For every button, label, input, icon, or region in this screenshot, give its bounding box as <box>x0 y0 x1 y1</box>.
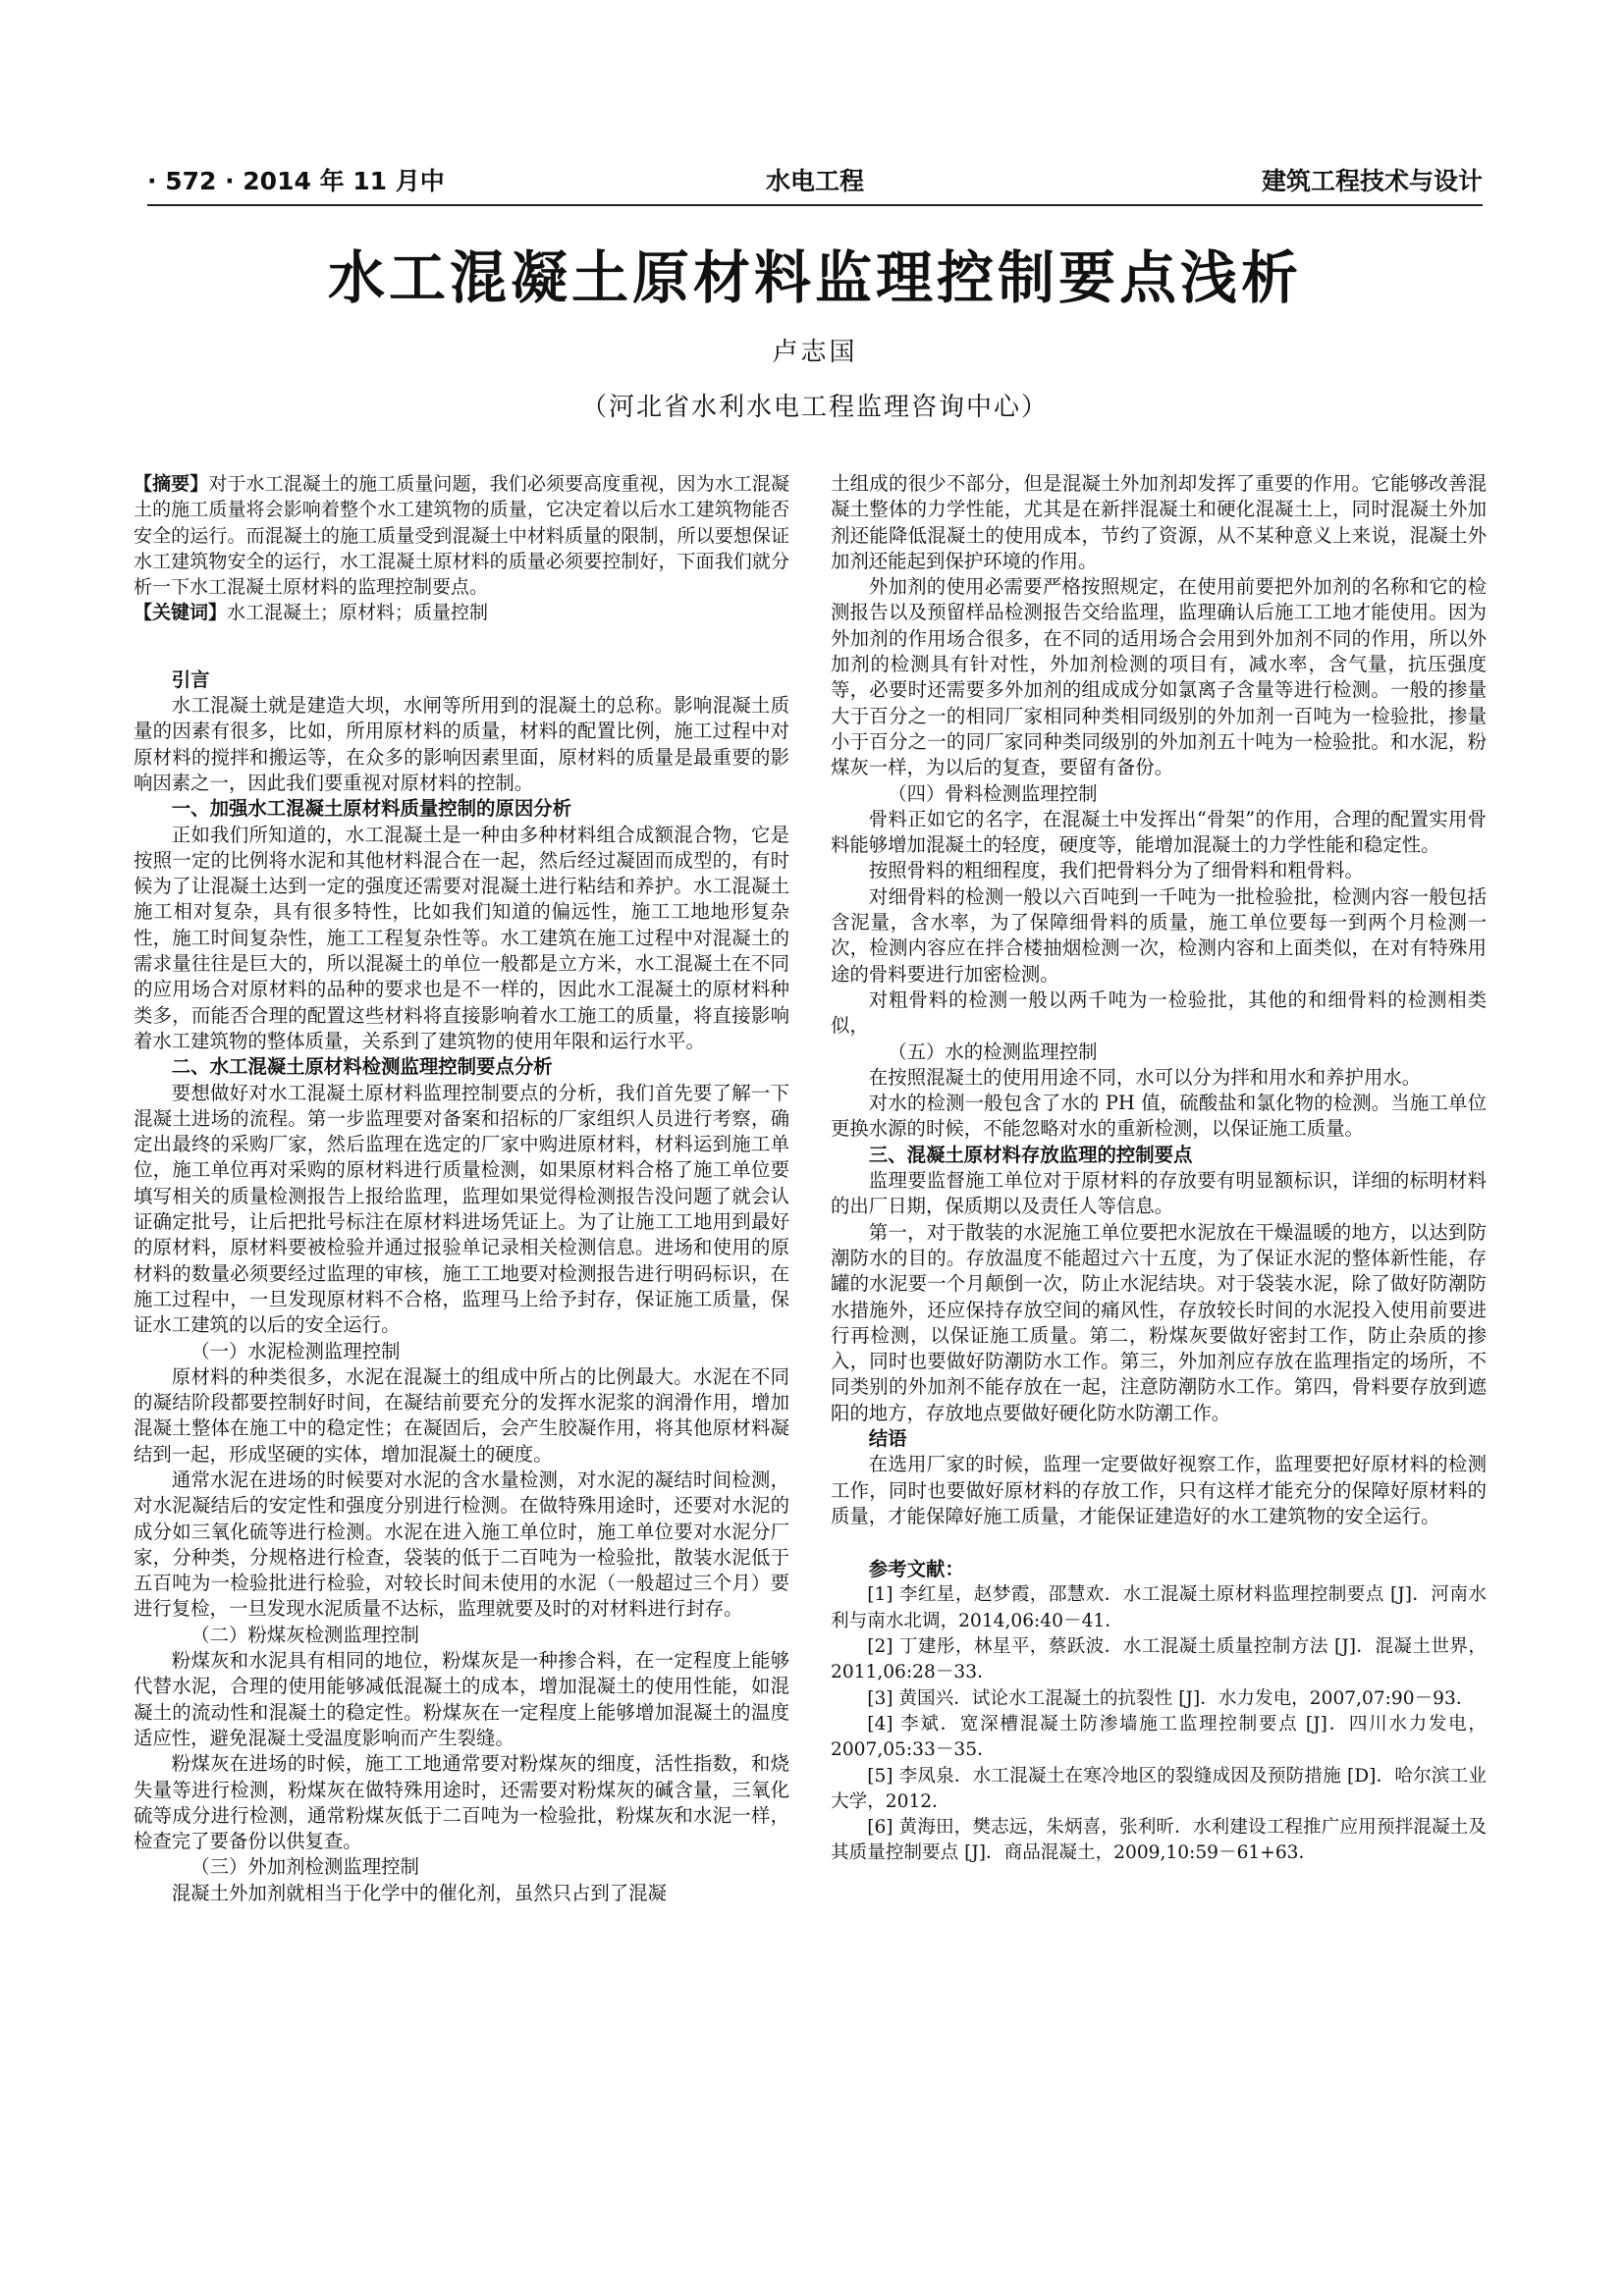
subsection-admixture-heading: （三）外加剂检测监理控制 <box>190 1855 419 1879</box>
subsection-cement-heading: （一）水泥检测监理控制 <box>190 1339 401 1362</box>
cement-paragraph-2: 通常水泥在进场的时候要对水泥的含水量检测，对水泥的凝结时间检测，对水泥凝结后的安定性和强度分别进行检测。在做特殊用途时，还要对水泥的成分如三氧化硫等进行检测。水泥在进入施工单位时，施工单位要对水泥分厂家，分种类，分规格进行检查，袋装的低于二百吨为一检验批，散装水泥低于五百吨为一检验批进行检验，对较长时间未使用的水泥（一般超过三个月）要进行复检，一旦发现水泥质量不达标，监理就要及时的对材料进行封存。 <box>134 1468 789 1621</box>
paper-title: 水工混凝土原材料监理控制要点浅析 <box>327 244 1302 311</box>
intro-heading: 引言 <box>171 667 210 691</box>
aggregate-paragraph-3: 对细骨料的检测一般以六百吨到一千吨为一批检验批，检测内容一般包括含泥量，含水率，为了保障细骨料的质量，施工单位要每一到两个月检测一次，检测内容应在拌合楼抽烟检测一次，检测内容和上面类似，在对有特殊用途的骨料要进行加密检测。 <box>831 884 1487 986</box>
aggregate-paragraph-1: 骨料正如它的名字，在混凝土中发挥出“骨架”的作用，合理的配置实用骨料能够增加混凝土的轻度，硬度等，能增加混凝土的力学性能和稳定性。 <box>831 807 1487 857</box>
abstract-text: 对于水工混凝土的施工质量问题，我们必须要高度重视，因为水工混凝土的施工质量将会影响着整个水工建筑物的质量，它决定着以后水工建筑物能否安全的运行。而混凝土的施工质量受到混凝土中材料质量的限制，所以要想保证水工建筑物安全的运行，水工混凝土原材料的质量必须要控制好，下面我们就分析一下水工混凝土原材料的监理控制要点。 <box>134 473 789 599</box>
water-paragraph-1: 在按照混凝土的使用用途不同，水可以分为拌和用水和养护用水。 <box>868 1065 1422 1089</box>
abstract-block <box>134 471 789 626</box>
cement-paragraph-1: 原材料的种类很多，水泥在混凝土的组成中所占的比例最大。水泥在不同的凝结阶段都要控制好时间，在凝结前要充分的发挥水泥浆的润滑作用，增加混凝土整体在施工中的稳定性；在凝固后，会产生胶凝作用，将其他原材料凝结到一起，形成坚硬的实体，增加混凝土的硬度。 <box>134 1364 789 1466</box>
author: 卢志国 <box>772 338 858 367</box>
affiliation: （河北省水利水电工程监理咨询中心） <box>580 393 1049 422</box>
abstract <box>134 471 789 600</box>
keywords-label: 【关键词】 <box>134 602 228 624</box>
reference-item: [3] 黄国兴．试论水工混凝土的抗裂性 [J]．水力发电，2007,07:90－93． <box>867 1687 1475 1709</box>
flyash-paragraph-2: 粉煤灰在进场的时候，施工工地通常要对粉煤灰的细度，活性指数，和烧失量等进行检测，粉煤灰在做特殊用途时，还需要对粉煤灰的碱含量，三氧化硫等成分进行检测，通常粉煤灰低于二百吨为一检验批，粉煤灰和水泥一样，检查完了要备份以供复查。 <box>134 1752 789 1853</box>
section-2-paragraph: 要想做好对水工混凝土原材料监理控制要点的分析，我们首先要了解一下混凝土进场的流程。第一步监理要对备案和招标的厂家组织人员进行考察，确定出最终的采购厂家，然后监理在选定的厂家中购进原材料，材料运到施工单位，施工单位再对采购的原材料进行质量检测，如果原材料合格了施工单位要填写相关的质量检测报告上报给监理，监理如果觉得检测报告没问题了就会认证确定批号，让后把批号标注在原材料进场凭证上。为了让施工工地用到最好的原材料，原材料要被检验并通过报验单记录相关检测信息。进场和使用的原材料的数量必须要经过监理的审核，施工工地要对检测报告进行明码标识，在施工过程中，一旦发现原材料不合格，监理马上给予封存，保证施工质量，保证水工建筑的以后的安全运行。 <box>134 1081 789 1337</box>
section-2-heading: 二、水工混凝土原材料检测监理控制要点分析 <box>171 1055 553 1079</box>
storage-paragraph-1: 监理要监督施工单位对于原材料的存放要有明显额标识，详细的标明材料的出厂日期，保质期以及责任人等信息。 <box>831 1169 1487 1218</box>
journal-name: 水电工程 <box>765 167 864 195</box>
left-column <box>134 471 789 1906</box>
conclusion-heading: 结语 <box>868 1426 907 1450</box>
admixture-paragraph-1-cont: 土组成的很少不部分，但是混凝土外加剂却发挥了重要的作用。它能够改善混凝土整体的力学性能，尤其是在新拌混凝土和硬化混凝土上，同时混凝土外加剂还能降低混凝土的使用成本，节约了资源，从不某种意义上来说，混凝土外加剂还能起到保护环境的作用。 <box>831 472 1487 572</box>
abstract-label: 【摘要】 <box>134 473 209 495</box>
reference-item: [4] 李斌．宽深槽混凝土防渗墙施工监理控制要点 [J]．四川水力发电，2007,05:33－35． <box>831 1713 1487 1761</box>
references-heading: 参考文献： <box>868 1558 964 1581</box>
reference-item: [6] 黄海田，樊志远，朱炳喜，张利昕．水利建设工程推广应用预拌混凝土及其质量控制要点 [J]．商品混凝土，2009,10:59－61+63． <box>831 1817 1487 1864</box>
section-1-heading: 一、加强水工混凝土原材料质量控制的原因分析 <box>171 797 571 821</box>
subsection-flyash-heading: （二）粉煤灰检测监理控制 <box>190 1623 419 1646</box>
subsection-aggregate-heading: （四）骨料检测监理控制 <box>888 781 1098 805</box>
reference-item: [1] 李红星，赵梦霞，邵慧欢．水工混凝土原材料监理控制要点 [J]．河南水利与南水北调，2014,06:40－41． <box>831 1584 1487 1631</box>
keywords <box>134 600 789 625</box>
column-name: 建筑工程技术与设计 <box>1261 167 1483 195</box>
keywords-text: 水工混凝土；原材料；质量控制 <box>227 602 489 624</box>
aggregate-paragraph-4: 对粗骨料的检测一般以两千吨为一检验批，其他的和细骨料的检测相类似， <box>831 988 1487 1038</box>
subsection-water-heading: （五）水的检测监理控制 <box>888 1040 1098 1063</box>
admixture-paragraph-1: 混凝土外加剂就相当于化学中的催化剂，虽然只占到了混凝 <box>171 1881 667 1904</box>
reference-item: [5] 李凤泉．水工混凝土在寒冷地区的裂缝成因及预防措施 [D]．哈尔滨工业大学，2012． <box>831 1765 1487 1812</box>
section-1-paragraph: 正如我们所知道的，水工混凝土是一种由多种材料组合成额混合物，它是按照一定的比例将水泥和其他材料混合在一起，然后经过凝固而成型的，有时候为了让混凝土达到一定的强度还需要对混凝土进行粘结和养护。水工混凝土施工相对复杂，具有很多特性，比如我们知道的偏远性，施工工地地形复杂性，施工时间复杂性，施工工程复杂性等。水工建筑在施工过程中对混凝土的需求量往往是巨大的，所以混凝土的单位一般都是立方米，水工混凝土在不同的应用场合对原材料的品种的要求也是不一样的，因此水工混凝土的原材料种类多，而能否合理的配置这些材料将直接影响着水工施工的质量，将直接影响着水工建筑物的整体质量，关系到了建筑物的使用年限和运行水平。 <box>134 823 789 1052</box>
admixture-paragraph-2: 外加剂的使用必需要严格按照规定，在使用前要把外加剂的名称和它的检测报告以及预留样品检测报告交给监理，监理确认后施工工地才能使用。因为外加剂的作用场合很多，在不同的适用场合会用到外加剂不同的作用，所以外加剂的检测具有针对性，外加剂检测的项目有，减水率，含气量，抗压强度等，必要时还需要多外加剂的组成成分如氯离子含量等进行检测。一般的掺量大于百分之一的相同厂家相同种类相同级别的外加剂一百吨为一检验批，掺量小于百分之一的同厂家同种类同级别的外加剂五十吨为一检验批。和水泥，粉煤灰一样，为以后的复查，要留有备份。 <box>831 575 1487 779</box>
water-paragraph-2: 对水的检测一般包含了水的 PH 值，硫酸盐和氯化物的检测。当施工单位更换水源的时候，不能忽略对水的重新检测，以保证施工质量。 <box>831 1092 1487 1141</box>
running-header <box>147 162 1483 195</box>
intro-paragraph: 水工混凝土就是建造大坝，水闸等所用到的混凝土的总称。影响混凝土质量的因素有很多，比如，所用原材料的质量，材料的配置比例，施工过程中对原材料的搅拌和搬运等，在众多的影响因素里面，原材料的质量是最重要的影响因素之一，因此我们要重视对原材料的控制。 <box>134 694 789 794</box>
page-info: · 572 · 2014 年 11 月中 <box>147 167 445 195</box>
flyash-paragraph-1: 粉煤灰和水泥具有相同的地位，粉煤灰是一种掺合料，在一定程度上能够代替水泥，合理的使用能够减低混凝土的成本，增加混凝土的使用性能，如混凝土的流动性和混凝土的稳定性。粉煤灰在一定程度上能够增加混凝土的温度适应性，避免混凝土受温度影响而产生裂缝。 <box>134 1649 789 1749</box>
storage-paragraph-2: 第一，对于散装的水泥施工单位要把水泥放在干燥温暖的地方，以达到防潮防水的目的。存放温度不能超过六十五度，为了保证水泥的整体新性能，存罐的水泥要一个月颠倒一次，防止水泥结块。对于袋装水泥，除了做好防潮防水措施外，还应保持存放空间的痛风性，存放较长时间的水泥投入使用前要进行再检测，以保证施工质量。第二，粉煤灰要做好密封工作，防止杂质的掺入，同时也要做好防潮防水工作。第三，外加剂应存放在监理指定的场所，不同类别的外加剂不能存放在一起，注意防潮防水工作。第四，骨料要存放到遮阳的地方，存放地点要做好硬化防水防潮工作。 <box>831 1220 1487 1424</box>
aggregate-paragraph-2: 按照骨料的粗细程度，我们把骨料分为了细骨料和粗骨料。 <box>868 859 1364 882</box>
right-column <box>831 471 1487 1867</box>
conclusion-paragraph: 在选用厂家的时候，监理一定要做好视察工作，监理要把好原材料的检测工作，同时也要做好原材料的存放工作，只有这样才能充分的保障好原材料的质量，才能保障好施工质量，才能保证建造好的水工建筑物的安全运行。 <box>831 1453 1487 1527</box>
section-3-heading: 三、混凝土原材料存放监理的控制要点 <box>868 1143 1193 1166</box>
header-rule <box>147 204 1483 206</box>
reference-item: [2] 丁建彤，林星平，蔡跃波．水工混凝土质量控制方法 [J]．混凝土世界，2011,06:28－33． <box>831 1636 1487 1683</box>
